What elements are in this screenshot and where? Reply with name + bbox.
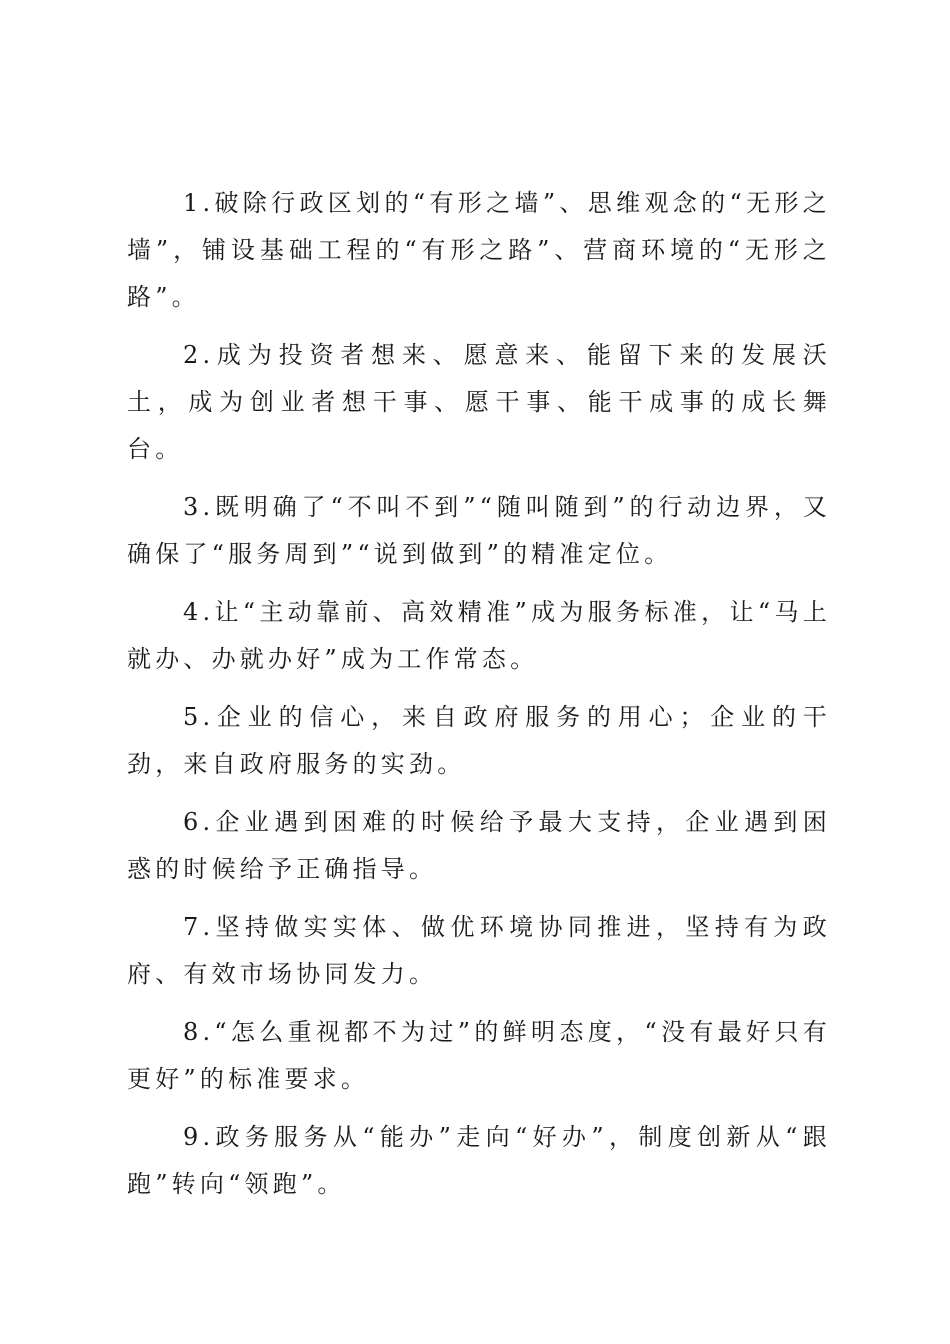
paragraph-3: 3.既明确了“不叫不到”“随叫随到”的行动边界，又确保了“服务周到”“说到做到”的精准定位。 (127, 493, 831, 568)
paragraph-7: 7.坚持做实实体、做优环境协同推进，坚持有为政府、有效市场协同发力。 (127, 913, 831, 988)
paragraph-4: 4.让“主动靠前、高效精准”成为服务标准，让“马上就办、办就办好”成为工作常态。 (127, 598, 831, 673)
paragraph-9: 9.政务服务从“能办”走向“好办”，制度创新从“跟跑”转向“领跑”。 (127, 1123, 831, 1198)
paragraph-8: 8.“怎么重视都不为过”的鲜明态度，“没有最好只有更好”的标准要求。 (127, 1018, 831, 1093)
paragraph-1: 1.破除行政区划的“有形之墙”、思维观念的“无形之墙”，铺设基础工程的“有形之路”、营商环境的“无形之路”。 (127, 189, 831, 311)
paragraph-5: 5.企业的信心，来自政府服务的用心；企业的干劲，来自政府服务的实劲。 (127, 703, 831, 778)
paragraph-6: 6.企业遇到困难的时候给予最大支持，企业遇到困惑的时候给予正确指导。 (127, 808, 831, 883)
document-body (127, 180, 831, 1219)
paragraph-2: 2.成为投资者想来、愿意来、能留下来的发展沃土，成为创业者想干事、愿干事、能干成事的成长舞台。 (127, 341, 831, 463)
